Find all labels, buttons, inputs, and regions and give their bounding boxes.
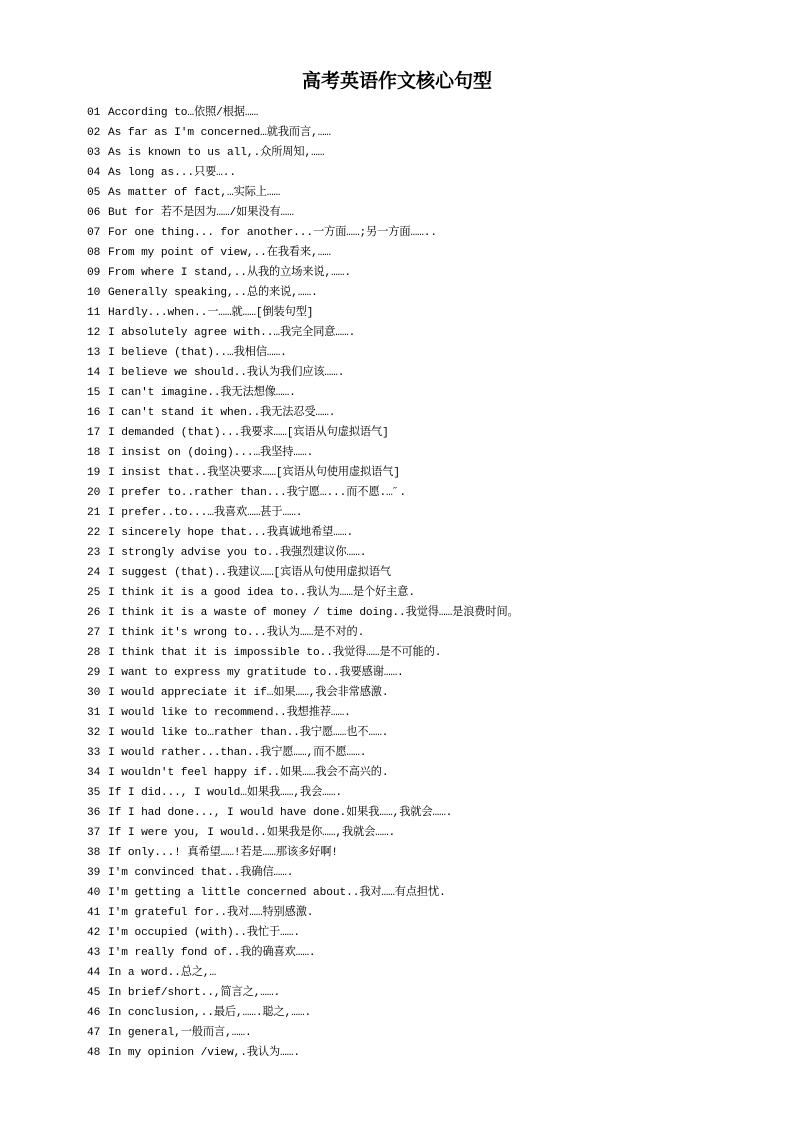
list-item xyxy=(87,263,767,283)
item-text: I'm really fond of..我的确喜欢……. xyxy=(108,947,316,959)
item-text: I would rather...than..我宁愿……,而不愿……. xyxy=(108,747,367,759)
list-item xyxy=(87,483,767,503)
item-text: If only...! 真希望……!若是……那该多好啊! xyxy=(108,847,338,859)
item-number: 04 xyxy=(87,167,101,179)
item-text: I think it is a waste of money / time doing..我觉得……是浪费时间。 xyxy=(108,607,519,619)
item-number: 17 xyxy=(87,427,101,439)
list-item xyxy=(87,783,767,803)
item-number: 26 xyxy=(87,607,101,619)
list-item xyxy=(87,323,767,343)
item-text: I demanded (that)...我要求……[宾语从句虚拟语气] xyxy=(108,427,389,439)
item-number: 32 xyxy=(87,727,101,739)
item-text: As far as I'm concerned…就我而言,…… xyxy=(108,127,331,139)
item-number: 45 xyxy=(87,987,101,999)
item-text: I prefer to..rather than...我宁愿…...而不愿.…˝. xyxy=(108,487,407,499)
item-text: For one thing... for another...一方面……;另一方面…….. xyxy=(108,227,437,239)
item-number: 33 xyxy=(87,747,101,759)
item-text: From my point of view,..在我看来,…… xyxy=(108,247,331,259)
item-number: 27 xyxy=(87,627,101,639)
list-item xyxy=(87,743,767,763)
item-number: 08 xyxy=(87,247,101,259)
item-text: If I did..., I would…如果我……,我会……. xyxy=(108,787,343,799)
list-item xyxy=(87,203,767,223)
item-text: I'm occupied (with)..我忙于……. xyxy=(108,927,300,939)
item-number: 11 xyxy=(87,307,101,319)
item-text: I insist on (doing)...…我坚持……. xyxy=(108,447,314,459)
list-item xyxy=(87,123,767,143)
item-text: I would like to recommend..我想推荐……. xyxy=(108,707,351,719)
list-item xyxy=(87,223,767,243)
list-item xyxy=(87,843,767,863)
list-item xyxy=(87,463,767,483)
item-number: 19 xyxy=(87,467,101,479)
item-number: 06 xyxy=(87,207,101,219)
item-text: I suggest (that)..我建议……[宾语从句使用虚拟语气 xyxy=(108,567,392,579)
item-number: 46 xyxy=(87,1007,101,1019)
list-item xyxy=(87,143,767,163)
list-item xyxy=(87,383,767,403)
item-text: I'm getting a little concerned about..我对……有点担忧. xyxy=(108,887,446,899)
item-number: 01 xyxy=(87,107,101,119)
list-item xyxy=(87,183,767,203)
item-text: I believe (that)..…我相信……. xyxy=(108,347,287,359)
item-number: 25 xyxy=(87,587,101,599)
list-item xyxy=(87,963,767,983)
item-number: 05 xyxy=(87,187,101,199)
item-text: I strongly advise you to..我强烈建议你……. xyxy=(108,547,367,559)
list-item xyxy=(87,343,767,363)
item-text: I believe we should..我认为我们应该……. xyxy=(108,367,345,379)
item-number: 29 xyxy=(87,667,101,679)
item-number: 28 xyxy=(87,647,101,659)
list-item xyxy=(87,663,767,683)
item-text: I can't imagine..我无法想像……. xyxy=(108,387,296,399)
item-number: 41 xyxy=(87,907,101,919)
item-number: 12 xyxy=(87,327,101,339)
item-text: I insist that..我坚决要求……[宾语从句使用虚拟语气] xyxy=(108,467,400,479)
item-number: 21 xyxy=(87,507,101,519)
list-item xyxy=(87,763,767,783)
item-number: 39 xyxy=(87,867,101,879)
item-number: 43 xyxy=(87,947,101,959)
item-text: As is known to us all,.众所周知,…… xyxy=(108,147,325,159)
item-number: 16 xyxy=(87,407,101,419)
item-number: 10 xyxy=(87,287,101,299)
item-number: 18 xyxy=(87,447,101,459)
list-item xyxy=(87,103,767,123)
list-item xyxy=(87,683,767,703)
list-item xyxy=(87,903,767,923)
list-item xyxy=(87,1043,767,1063)
item-number: 37 xyxy=(87,827,101,839)
item-number: 42 xyxy=(87,927,101,939)
item-number: 07 xyxy=(87,227,101,239)
list-item xyxy=(87,423,767,443)
item-text: I'm convinced that..我确信……. xyxy=(108,867,294,879)
item-text: According to…依照/根据…… xyxy=(108,107,259,119)
item-text: I wouldn't feel happy if..如果……我会不高兴的. xyxy=(108,767,389,779)
list-item xyxy=(87,303,767,323)
item-number: 15 xyxy=(87,387,101,399)
item-text: I want to express my gratitude to..我要感谢……. xyxy=(108,667,404,679)
item-text: In a word..总之,… xyxy=(108,967,217,979)
item-text: I prefer..to...…我喜欢……甚于……. xyxy=(108,507,303,519)
list-item xyxy=(87,503,767,523)
item-text: If I were you, I would..如果我是你……,我就会……. xyxy=(108,827,396,839)
item-number: 30 xyxy=(87,687,101,699)
list-item xyxy=(87,543,767,563)
list-item xyxy=(87,1023,767,1043)
item-text: In my opinion /view,.我认为……. xyxy=(108,1047,300,1059)
list-item xyxy=(87,863,767,883)
list-item xyxy=(87,943,767,963)
item-number: 34 xyxy=(87,767,101,779)
item-number: 36 xyxy=(87,807,101,819)
item-text: I sincerely hope that...我真诚地希望……. xyxy=(108,527,354,539)
list-item xyxy=(87,603,767,623)
item-text: I absolutely agree with..…我完全同意……. xyxy=(108,327,356,339)
list-item xyxy=(87,983,767,1003)
item-number: 31 xyxy=(87,707,101,719)
list-item xyxy=(87,723,767,743)
item-number: 20 xyxy=(87,487,101,499)
item-number: 13 xyxy=(87,347,101,359)
list-item xyxy=(87,283,767,303)
item-number: 14 xyxy=(87,367,101,379)
list-item xyxy=(87,243,767,263)
list-item xyxy=(87,823,767,843)
list-item xyxy=(87,703,767,723)
item-number: 35 xyxy=(87,787,101,799)
item-number: 23 xyxy=(87,547,101,559)
item-number: 38 xyxy=(87,847,101,859)
item-text: Generally speaking,..总的来说,……. xyxy=(108,287,318,299)
item-text: From where I stand,..从我的立场来说,……. xyxy=(108,267,351,279)
item-number: 48 xyxy=(87,1047,101,1059)
list-item xyxy=(87,923,767,943)
item-text: I think it's wrong to...我认为……是不对的. xyxy=(108,627,365,639)
list-item xyxy=(87,883,767,903)
list-item xyxy=(87,403,767,423)
item-text: As long as...只要….. xyxy=(108,167,236,179)
page-title: 高考英语作文核心句型 xyxy=(301,70,492,92)
list-item xyxy=(87,1003,767,1023)
item-text: I'm grateful for..我对……特别感激. xyxy=(108,907,314,919)
item-text: In conclusion,..最后,…….聪之,……. xyxy=(108,1007,312,1019)
item-text: I think that it is impossible to..我觉得……是不可能的. xyxy=(108,647,442,659)
item-number: 09 xyxy=(87,267,101,279)
list-item xyxy=(87,643,767,663)
list-item xyxy=(87,443,767,463)
item-text: I can't stand it when..我无法忍受……. xyxy=(108,407,336,419)
item-number: 40 xyxy=(87,887,101,899)
item-text: I would appreciate it if…如果……,我会非常感激. xyxy=(108,687,389,699)
item-text: As matter of fact,…实际上…… xyxy=(108,187,281,199)
item-number: 22 xyxy=(87,527,101,539)
list-item xyxy=(87,563,767,583)
list-item xyxy=(87,583,767,603)
list-item xyxy=(87,163,767,183)
item-text: Hardly...when..一……就……[倒装句型] xyxy=(108,307,314,319)
item-text: In general,一般而言,……. xyxy=(108,1027,252,1039)
list-item xyxy=(87,523,767,543)
item-number: 47 xyxy=(87,1027,101,1039)
item-text: I think it is a good idea to..我认为……是个好主意. xyxy=(108,587,415,599)
item-number: 24 xyxy=(87,567,101,579)
item-number: 44 xyxy=(87,967,101,979)
item-text: I would like to…rather than..我宁愿……也不……. xyxy=(108,727,389,739)
item-text: But for 若不是因为……/如果没有…… xyxy=(108,207,294,219)
item-number: 03 xyxy=(87,147,101,159)
sentence-pattern-list xyxy=(87,103,767,1063)
list-item xyxy=(87,623,767,643)
item-number: 02 xyxy=(87,127,101,139)
item-text: In brief/short..,简言之,……. xyxy=(108,987,281,999)
list-item xyxy=(87,363,767,383)
list-item xyxy=(87,803,767,823)
item-text: If I had done..., I would have done.如果我……,我就会……. xyxy=(108,807,453,819)
